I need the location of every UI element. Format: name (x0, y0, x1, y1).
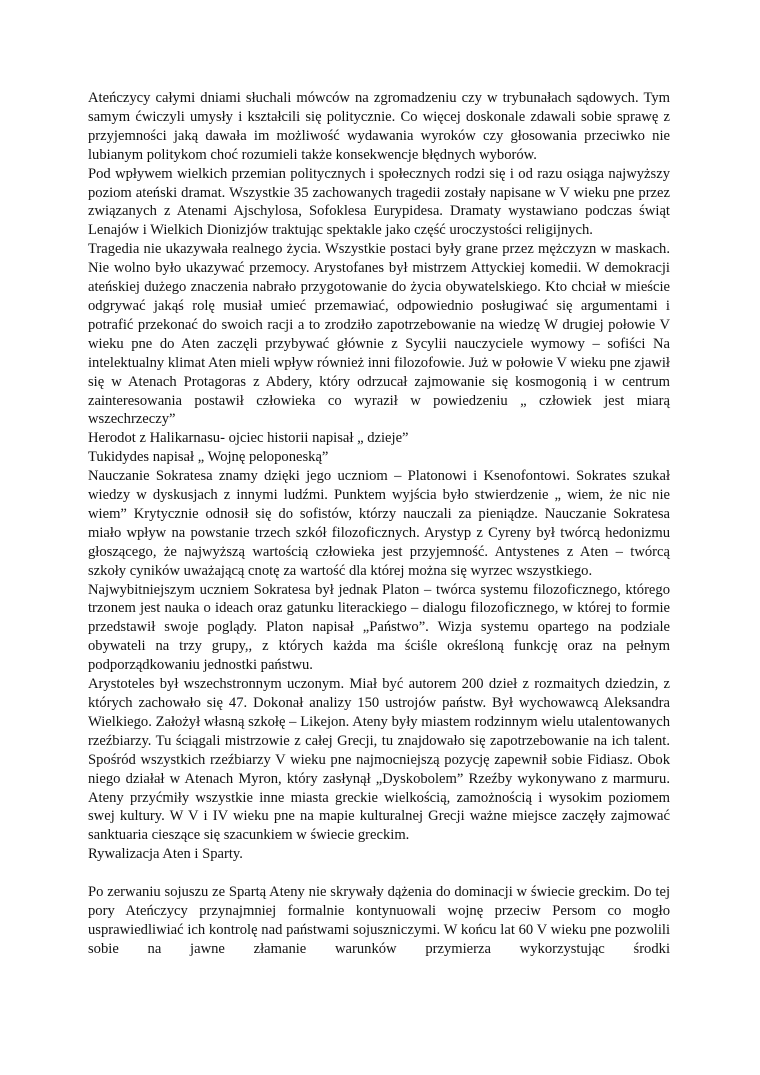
document-page (88, 89, 670, 959)
paragraph-athenian-assembly: Ateńczycy całymi dniami słuchali mówców na zgromadzeniu czy w trybunałach sądowych. Tym samym ćwiczyli umysły i kształcili się politycznie. Co więcej doskonale zdawali sobie sprawę z przyjemności jaką dawała im możliwość wydawania wyroków czy głosowania przeciwko nie lubianym politykom choć rozumieli także konsekwencje błędnych wyborów. (88, 90, 670, 163)
section-heading-athens-sparta-rivalry: Rywalizacja Aten i Sparty. (88, 846, 243, 863)
paragraph-herodotus: Herodot z Halikarnasu- ojciec historii napisał „ dzieje” (88, 430, 409, 447)
paragraph-tragedy-and-sophists: Tragedia nie ukazywała realnego życia. Wszystkie postaci były grane przez mężczyzn w maskach. Nie wolno było ukazywać przemocy. Arystofanes był mistrzem Attyckiej komedii. W demokracji ateńskiej dużego znaczenia nabrało przygotowanie do życia obywatelskiego. Kto chciał w mieście odgrywać jakąś rolę musiał umieć przemawiać, odpowiednio posługiwać się argumentami i potrafić przekonać do swoich racji a to zrodziło zapotrzebowanie na wiedzę W drugiej połowie V wieku pne do Aten zaczęli przybywać głównie z Sycylii nauczyciele wymowy – sofiści Na intelektualny klimat Aten mieli wpływ również inni filozofowie. Już w połowie V wieku pne zjawił się w Atenach Protagoras z Abdery, który odrzucał zajmowanie się kosmogonią i w centrum zainteresowania postawił człowieka co wyraził w powiedzeniu „ człowiek jest miarą wszechrzeczy” (88, 241, 670, 428)
paragraph-aristotle-and-sculptors: Arystoteles był wszechstronnym uczonym. Miał być autorem 200 dzieł z rozmaitych dziedzin, z których zachowało się 47. Dokonał analizy 150 ustrojów państw. Był wychowawcą Aleksandra Wielkiego. Założył własną szkołę – Likejon. Ateny były miastem rodzinnym wielu utalentowanych rzeźbiarzy. Tu ściągali mistrzowie z całej Grecji, tu znajdowało się zapotrzebowanie na ich talent. Spośród wszystkich rzeźbiarzy V wieku pne najmocniejszą pozycję zapewnił sobie Fidiasz. Obok niego działał w Atenach Myron, który zasłynął „Dyskobolem” Rzeźby wykonywano z marmuru. Ateny przyćmiły wszystkie inne miasta greckie wielkością, zamożnością i wysokim poziomem swej kultury. W V i IV wieku pne na mapie kulturalnej Grecji ważne miejsce zaczęły zajmować sanktuaria cieszące się szacunkiem w świecie greckim. (88, 676, 670, 844)
paragraph-plato: Najwybitniejszym uczniem Sokratesa był jednak Platon – twórca systemu filozoficznego, którego trzonem jest nauka o ideach oraz gatunku literackiego – dialogu filozoficznego, w której to formie przedstawił swoje poglądy. Platon napisał „Państwo”. Wizja systemu opartego na podziale obywateli na trzy grupy,, z których każda ma ściśle określoną funkcję oraz na pełnym podporządkowaniu jednostki państwu. (88, 581, 670, 674)
blank-line (88, 864, 670, 883)
paragraph-thucydides: Tukidydes napisał „ Wojnę peloponeską” (88, 449, 329, 466)
paragraph-athenian-drama: Pod wpływem wielkich przemian politycznych i społecznych rodzi się i od razu osiąga najwyższy poziom ateński dramat. Wszystkie 35 zachowanych tragedii zostały napisane w V wieku pne przez związanych z Atenami Ajschylosa, Sofoklesa Eurypidesa. Dramaty wystawiano podczas świąt Lenajów i Wielkich Dionizjów traktując spektakle jako część uroczystości religijnych. (88, 165, 670, 239)
paragraph-athens-after-alliance: Po zerwaniu sojuszu ze Spartą Ateny nie skrywały dążenia do dominacji w świecie greckim. Do tej pory Ateńczycy przynajmniej formalnie kontynuowali wojnę przeciw Persom co mogło usprawiedliwiać ich kontrolę nad państwami sojuszniczymi. W końcu lat 60 V wieku pne pozwolili sobie na jawne złamanie warunków przymierza wykorzystując środki (88, 884, 670, 957)
paragraph-socrates: Nauczanie Sokratesa znamy dzięki jego uczniom – Platonowi i Ksenofontowi. Sokrates szukał wiedzy w dyskusjach z innymi ludźmi. Punktem wyjścia było stwierdzenie „ wiem, że nic nie wiem” Krytycznie odnosił się do sofistów, którzy nauczali za pieniądze. Nauczanie Sokratesa miało wpływ na powstanie trzech szkół filozoficznych. Arystyp z Cyreny był twórcą hedonizmu głoszącego, że najwyższą wartością człowieka jest przyjemność. Antystenes z Aten – twórcą szkoły cyników uważającą cnotę za wartość dla której można się wyrzec wszystkiego. (88, 468, 670, 579)
